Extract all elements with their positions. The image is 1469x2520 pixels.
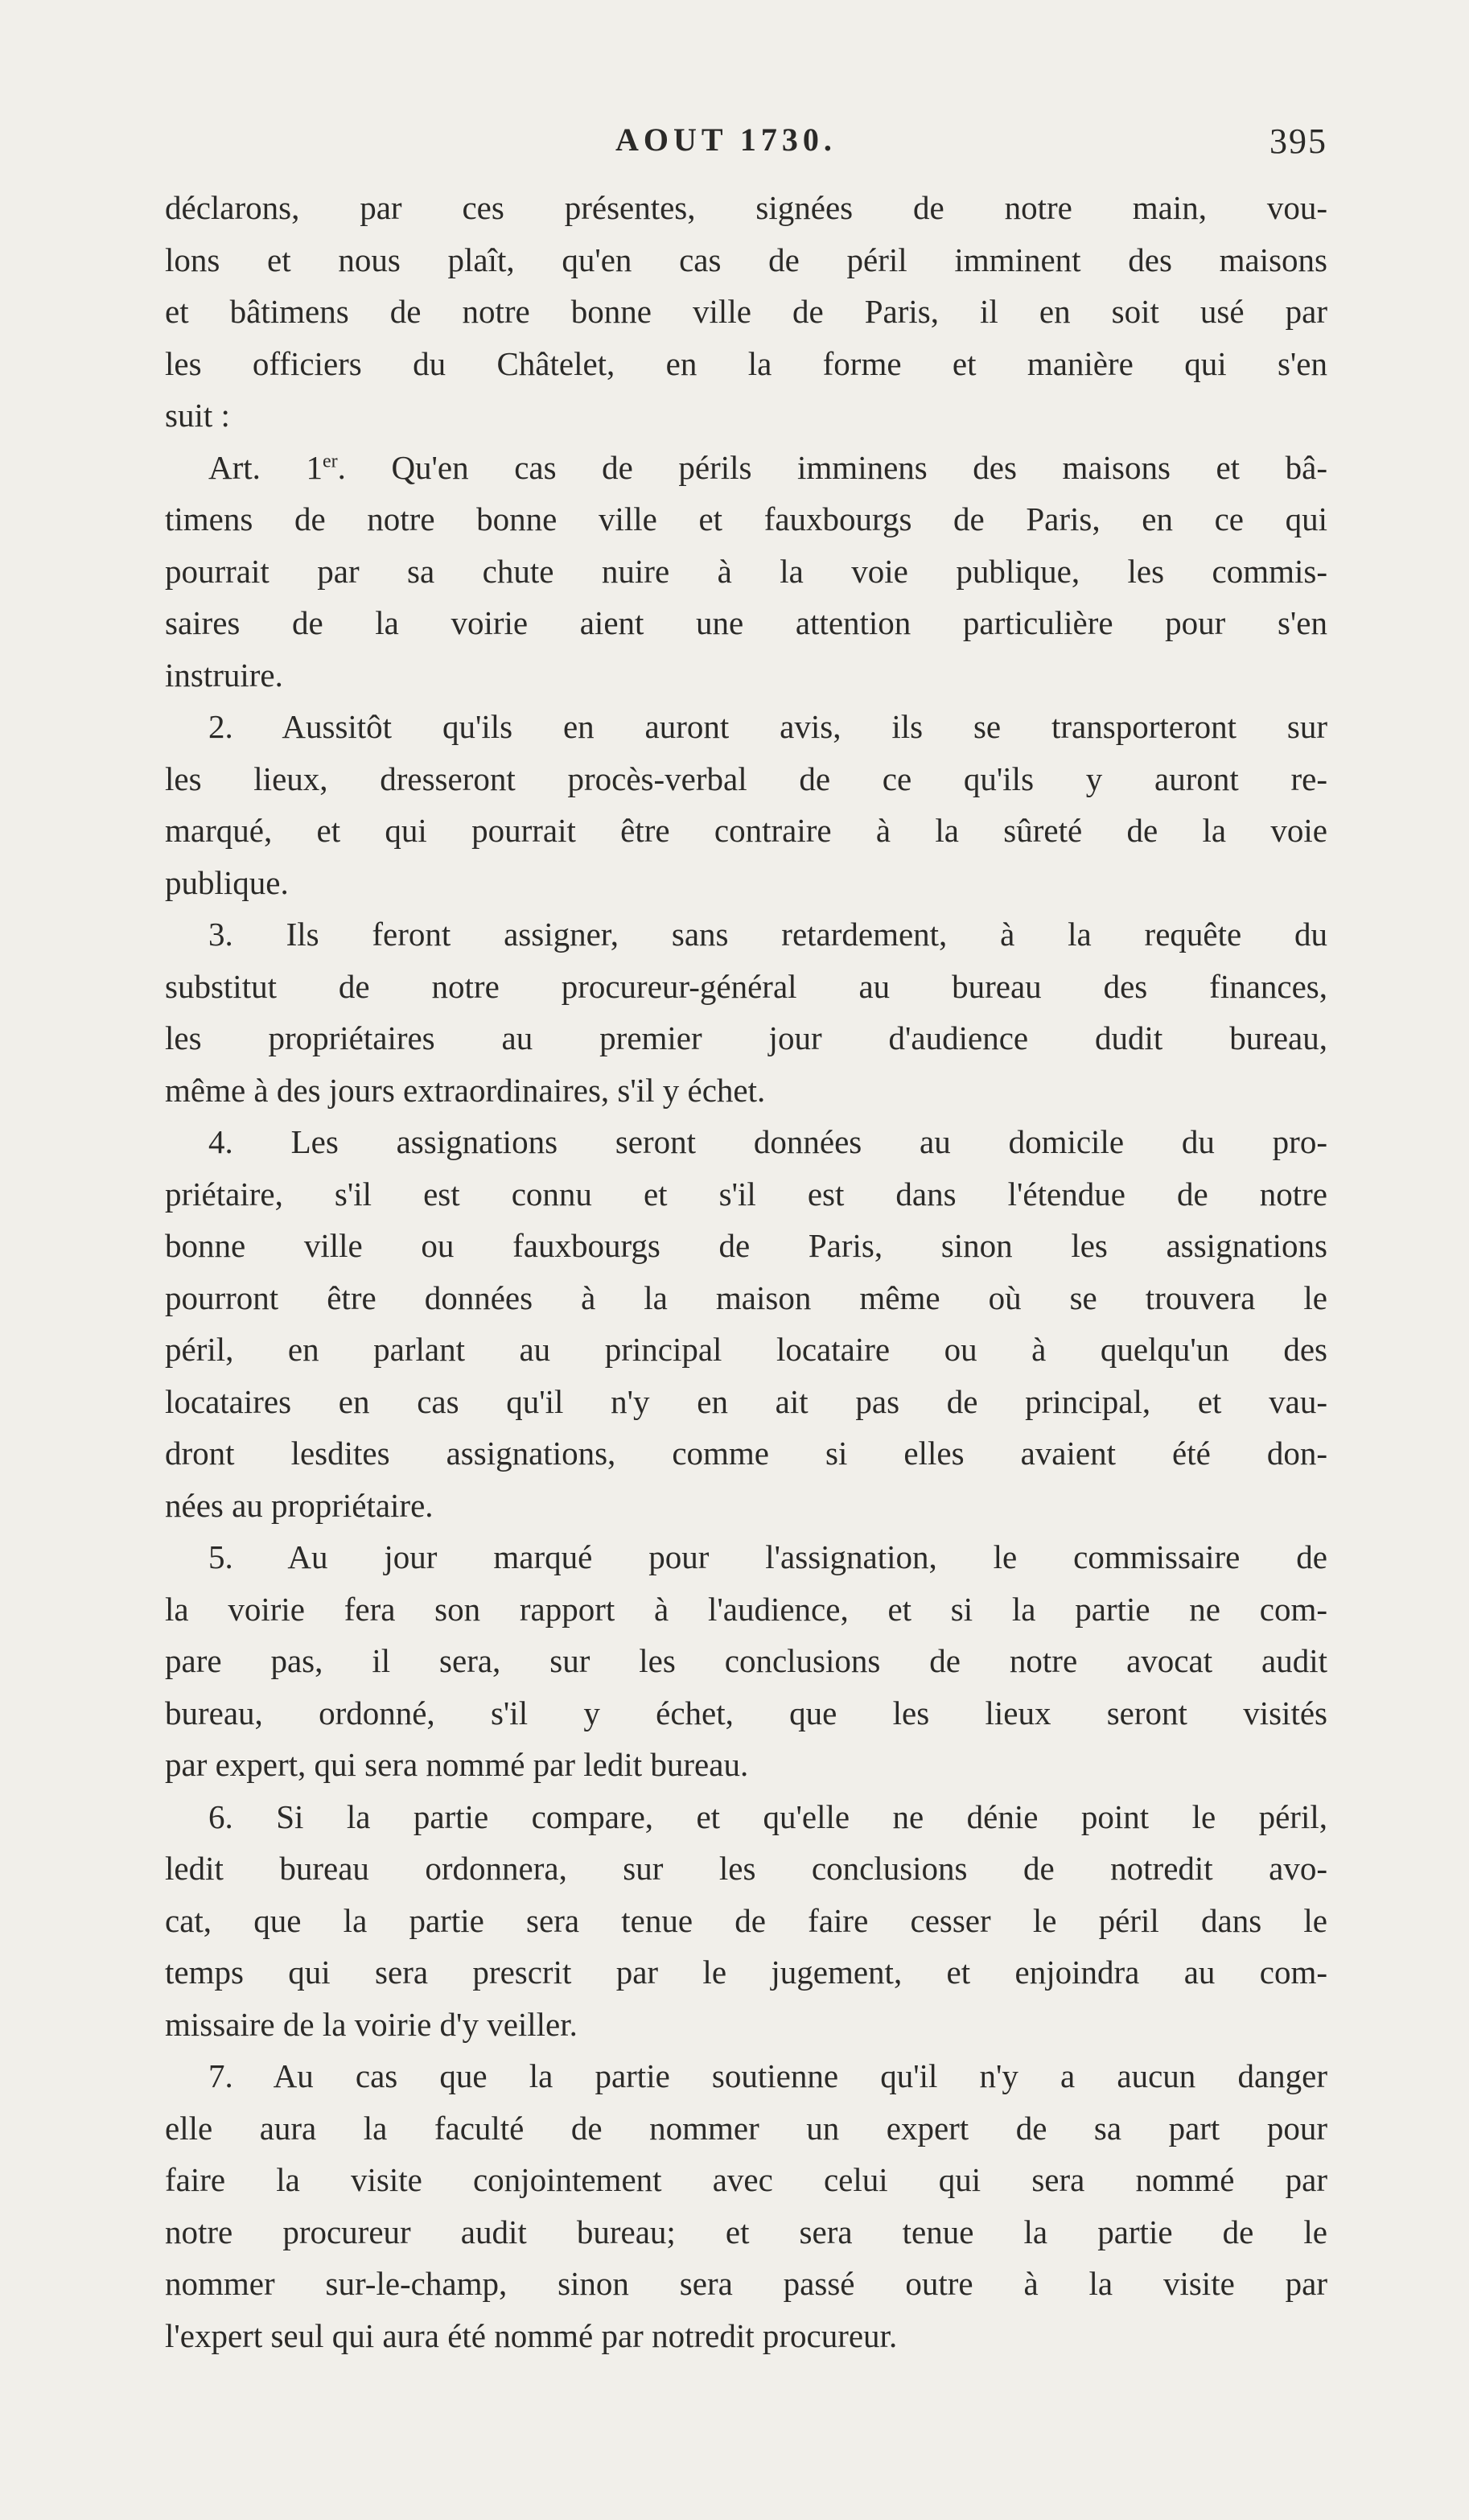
text-line: pourront être données à la maison même où se trouvera le [165,1279,1327,1316]
body-text [165,182,1327,2361]
text-line: suit : [165,397,230,434]
text-line: 5. Au jour marqué pour l'assignation, le commissaire de [208,1538,1327,1575]
text-line: lons et nous plaît, qu'en cas de péril imminent des maisons [165,241,1327,278]
text-line: instruire. [165,656,283,694]
text-line: 2. Aussitôt qu'ils en auront avis, ils se transporteront sur [208,708,1327,745]
text-line: priétaire, s'il est connu et s'il est dans l'étendue de notre [165,1175,1327,1213]
text-line: faire la visite conjointement avec celui qui sera nommé par [165,2161,1327,2198]
text-line: 4. Les assignations seront données au domicile du pro- [208,1123,1327,1160]
text-line: 6. Si la partie compare, et qu'elle ne dénie point le péril, [208,1797,1327,1835]
text-line: déclarons, par ces présentes, signées de notre main, vou- [165,189,1327,226]
text-line: les propriétaires au premier jour d'audience dudit bureau, [165,1019,1327,1056]
text-line: 3. Ils feront assigner, sans retardement, à la requête du [208,916,1327,953]
text-line: timens de notre bonne ville et fauxbourgs de Paris, en ce qui [165,500,1327,537]
text-line: cat, que la partie sera tenue de faire cesser le péril dans le [165,1901,1327,1939]
text-line: et bâtimens de notre bonne ville de Paris, il en soit usé par [165,293,1327,330]
text-line: pourrait par sa chute nuire à la voie publique, les commis- [165,552,1327,590]
text-line: les lieux, dresseront procès-verbal de ce qu'ils y auront re- [165,760,1327,797]
text-line: même à des jours extraordinaires, s'il y échet. [165,1071,766,1109]
text-line: bonne ville ou fauxbourgs de Paris, sinon les assignations [165,1227,1327,1264]
text-line: pare pas, il sera, sur les conclusions de notre avocat audit [165,1642,1327,1679]
article-1-text: . Qu'en cas de périls imminens des maisons et bâ- [337,448,1327,486]
page-header [165,121,1327,169]
text-line: bureau, ordonné, s'il y échet, que les lieux seront visités [165,1694,1327,1731]
text-line: missaire de la voirie d'y veiller. [165,2005,578,2043]
text-line: marqué, et qui pourrait être contraire à la sûreté de la voie [165,812,1327,849]
text-line: dront lesdites assignations, comme si elles avaient été don- [165,1435,1327,1472]
text-line: ledit bureau ordonnera, sur les conclusions de notredit avo- [165,1850,1327,1887]
text-line: par expert, qui sera nommé par ledit bureau. [165,1746,749,1783]
text-line: nées au propriétaire. [165,1486,434,1524]
text-line: la voirie fera son rapport à l'audience, et si la partie ne com- [165,1590,1327,1628]
text-line: l'expert seul qui aura été nommé par notredit procureur. [165,2316,898,2354]
text-line: elle aura la faculté de nommer un expert de sa part pour [165,2109,1327,2147]
text-line: 7. Au cas que la partie soutienne qu'il n'y a aucun danger [208,2057,1327,2094]
text-line: notre procureur audit bureau; et sera tenue la partie de le [165,2213,1327,2250]
page-number: 395 [1269,121,1327,161]
text-line: les officiers du Châtelet, en la forme et manière qui s'en [165,344,1327,382]
running-title: AOUT 1730. [615,121,837,158]
article-1-label: Art. 1 [208,448,323,486]
text-line: nommer sur-le-champ, sinon sera passé outre à la visite par [165,2265,1327,2302]
text-line: publique. [165,863,289,901]
text-line: locataires en cas qu'il n'y en ait pas de principal, et vau- [165,1382,1327,1420]
text-line: substitut de notre procureur-général au bureau des finances, [165,967,1327,1005]
text-line: péril, en parlant au principal locataire ou à quelqu'un des [165,1331,1327,1368]
text-line: saires de la voirie aient une attention particulière pour s'en [165,604,1327,641]
article-1-superscript: er [322,450,338,471]
text-line: temps qui sera prescrit par le jugement, et enjoindra au com- [165,1954,1327,1991]
article-1-line [165,442,1327,494]
